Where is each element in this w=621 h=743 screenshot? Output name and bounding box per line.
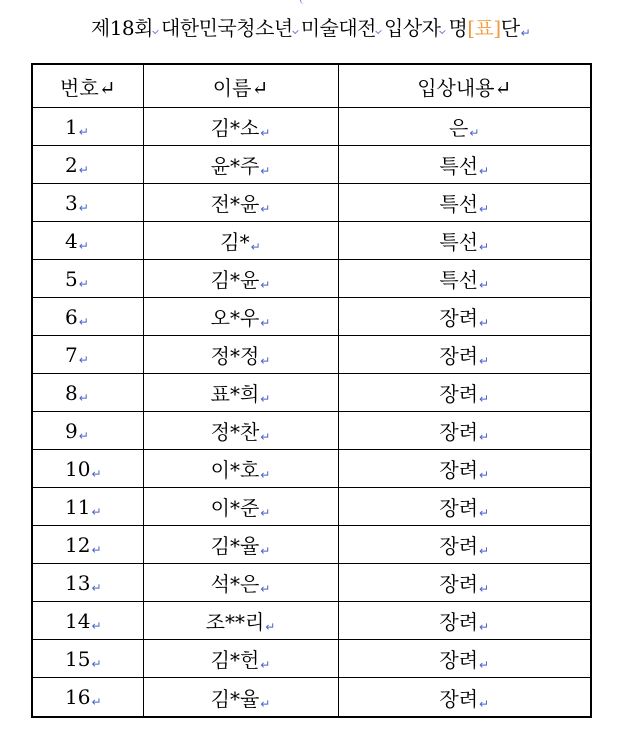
paragraph-mark: ↵	[91, 580, 102, 595]
header-number	[32, 64, 143, 108]
cell-name-text: 정*정	[210, 344, 260, 368]
paragraph-mark: ↵	[260, 658, 271, 672]
cell-name	[143, 450, 338, 488]
cell-award	[338, 450, 591, 488]
cell-number	[32, 184, 143, 222]
table-header-row	[32, 64, 591, 108]
header-award	[338, 64, 591, 108]
paragraph-mark: ↵	[260, 430, 271, 444]
cell-name	[143, 222, 338, 260]
table-row	[32, 374, 591, 412]
cell-name-text: 김*헌	[210, 648, 260, 672]
paragraph-mark: ↵	[78, 238, 89, 253]
paragraph-mark: ↵	[260, 354, 271, 368]
paragraph-mark: ↵	[91, 656, 102, 671]
cell-name-text: 정*찬	[210, 420, 260, 444]
paragraph-mark: ↵	[469, 126, 480, 140]
cell-number	[32, 260, 143, 298]
cell-name-text: 김*	[220, 230, 250, 254]
cell-number-text: 13	[65, 570, 91, 595]
paragraph-mark: ↵	[78, 124, 89, 139]
cell-number	[32, 146, 143, 184]
cell-award	[338, 564, 591, 602]
cell-name	[143, 412, 338, 450]
table-row	[32, 602, 591, 640]
title-suffix: 단	[500, 16, 520, 40]
cell-number-text: 15	[65, 646, 91, 671]
cell-award	[338, 526, 591, 564]
cell-award	[338, 222, 591, 260]
cell-number	[32, 526, 143, 564]
table-row	[32, 412, 591, 450]
cell-award-text: 장려	[439, 610, 479, 634]
paragraph-mark: ↵	[260, 202, 271, 216]
cell-number-text: 11	[65, 494, 91, 519]
cell-number	[32, 222, 143, 260]
paragraph-mark: ↵	[78, 428, 89, 443]
table-row	[32, 640, 591, 678]
header-name	[143, 64, 338, 108]
cell-number-text: 5	[65, 266, 78, 291]
paragraph-mark: ↵	[260, 392, 271, 406]
paragraph-mark: ↵	[251, 75, 269, 100]
cell-award	[338, 108, 591, 146]
title-bracket-field[interactable]: [표]	[467, 16, 501, 40]
table-row	[32, 488, 591, 526]
cell-name-text: 김*율	[210, 534, 260, 558]
paragraph-mark: ↵	[479, 354, 490, 368]
cell-name	[143, 526, 338, 564]
paragraph-mark: ↵	[260, 582, 271, 596]
cell-number-text: 2	[65, 152, 78, 177]
title-part-5: 명	[448, 16, 468, 40]
winners-table	[31, 63, 592, 718]
cell-name	[143, 260, 338, 298]
cell-award	[338, 412, 591, 450]
cell-award-text: 장려	[439, 496, 479, 520]
cell-name-text: 오*우	[210, 306, 260, 330]
cell-number-text: 3	[65, 190, 78, 215]
paragraph-mark: ↵	[479, 202, 490, 216]
paragraph-mark: ↵	[479, 658, 490, 672]
paragraph-mark: ↵	[479, 240, 490, 254]
cell-name	[143, 602, 338, 640]
paragraph-mark: ↵	[479, 430, 490, 444]
cell-award-text: 특선	[439, 230, 479, 254]
cell-award	[338, 678, 591, 718]
cell-number	[32, 640, 143, 678]
cell-name	[143, 374, 338, 412]
paragraph-mark: ↵	[91, 695, 102, 709]
cell-award-text: 장려	[439, 572, 479, 596]
paragraph-mark: ↵	[91, 618, 102, 633]
paragraph-mark: ↵	[479, 164, 490, 178]
cell-name	[143, 184, 338, 222]
cell-award-text: 장려	[439, 534, 479, 558]
cell-number-text: 4	[65, 228, 78, 253]
cell-number-text: 7	[65, 342, 78, 367]
paragraph-mark: ↵	[78, 162, 89, 177]
paragraph-mark: ↵	[78, 352, 89, 367]
paragraph-mark: ↵	[91, 466, 102, 481]
cell-award-text: 특선	[439, 154, 479, 178]
paragraph-mark: ↵	[479, 278, 490, 292]
cell-number	[32, 564, 143, 602]
table-row	[32, 336, 591, 374]
paragraph-mark: ↵	[78, 200, 89, 215]
table-row	[32, 526, 591, 564]
cell-name	[143, 640, 338, 678]
header-number-label: 번호	[60, 75, 99, 100]
cell-number	[32, 336, 143, 374]
paragraph-mark: ↵	[520, 26, 531, 40]
cell-award-text: 특선	[439, 192, 479, 216]
paragraph-mark: ↵	[479, 392, 490, 406]
cell-name	[143, 146, 338, 184]
cell-number	[32, 450, 143, 488]
cell-award	[338, 146, 591, 184]
paragraph-mark: ↵	[78, 314, 89, 329]
cell-name-text: 석*은	[210, 572, 260, 596]
paragraph-mark: ↵	[260, 544, 271, 558]
cell-award-text: 장려	[439, 382, 479, 406]
cell-award-text: 특선	[439, 268, 479, 292]
cell-name-text: 전*윤	[210, 192, 260, 216]
table-row	[32, 298, 591, 336]
cell-number-text: 12	[65, 532, 91, 557]
cell-number-text: 8	[65, 380, 78, 405]
page-title	[0, 12, 621, 41]
cell-award-text: 장려	[439, 686, 479, 711]
cell-name-text: 김*율	[210, 686, 260, 711]
cell-award	[338, 336, 591, 374]
title-part-3: 미술대전	[300, 16, 376, 40]
cell-name	[143, 564, 338, 602]
cell-award	[338, 374, 591, 412]
cell-name-text: 윤*주	[210, 154, 260, 178]
cell-award	[338, 640, 591, 678]
cell-number-text: 16	[65, 685, 91, 709]
paragraph-mark: ↵	[260, 316, 271, 330]
cell-award-text: 장려	[439, 648, 479, 672]
table-row	[32, 564, 591, 602]
cell-name-text: 조**리	[205, 610, 265, 634]
cell-name	[143, 488, 338, 526]
cell-number-text: 1	[65, 114, 78, 139]
paragraph-mark: ↵	[479, 544, 490, 558]
header-name-label: 이름	[212, 75, 252, 100]
header-award-label: 입상내용	[417, 75, 495, 100]
paragraph-mark: ↵	[260, 696, 271, 711]
paragraph-mark: ↵	[91, 504, 102, 519]
cell-number	[32, 108, 143, 146]
cursor-mark	[300, 0, 307, 4]
cell-award-text: 장려	[439, 306, 479, 330]
cell-name-text: 이*준	[210, 496, 260, 520]
cell-number-text: 6	[65, 304, 78, 329]
cell-name	[143, 336, 338, 374]
table-body	[32, 108, 591, 718]
table-row	[32, 678, 591, 718]
cell-award	[338, 260, 591, 298]
cell-name-text: 김*소	[210, 116, 260, 140]
paragraph-mark: ↵	[250, 240, 261, 254]
table-row	[32, 450, 591, 488]
cell-number-text: 9	[65, 418, 78, 443]
cell-award	[338, 184, 591, 222]
title-part-4: 입상자	[384, 16, 441, 40]
cell-number	[32, 602, 143, 640]
cell-number	[32, 678, 143, 718]
cell-number	[32, 488, 143, 526]
cell-award-text: 장려	[439, 344, 479, 368]
cell-award-text: 장려	[439, 420, 479, 444]
paragraph-mark: ↵	[479, 696, 490, 711]
cell-award	[338, 298, 591, 336]
cell-number-text: 10	[65, 456, 91, 481]
cell-award-text: 장려	[439, 458, 479, 482]
paragraph-mark: ↵	[78, 390, 89, 405]
paragraph-mark: ↵	[260, 126, 271, 140]
paragraph-mark: ↵	[479, 620, 490, 634]
cell-name	[143, 298, 338, 336]
cell-name-text: 표*희	[210, 382, 260, 406]
cell-name	[143, 108, 338, 146]
paragraph-mark: ↵	[91, 542, 102, 557]
paragraph-mark: ↵	[260, 164, 271, 178]
paragraph-mark: ↵	[260, 506, 271, 520]
cell-number	[32, 298, 143, 336]
paragraph-mark: ↵	[78, 276, 89, 291]
cell-award-text: 은	[449, 116, 469, 140]
paragraph-mark: ↵	[479, 468, 490, 482]
paragraph-mark: ↵	[479, 316, 490, 330]
cell-name-text: 김*윤	[210, 268, 260, 292]
paragraph-mark: ↵	[479, 506, 490, 520]
cell-number	[32, 374, 143, 412]
table-row	[32, 260, 591, 298]
paragraph-mark: ↵	[494, 75, 512, 100]
table-row	[32, 146, 591, 184]
title-part-1: 제18회	[90, 16, 153, 40]
table-row	[32, 184, 591, 222]
cell-name-text: 이*호	[210, 458, 260, 482]
cell-award	[338, 488, 591, 526]
cell-award	[338, 602, 591, 640]
table-row	[32, 222, 591, 260]
cell-number-text: 14	[65, 608, 91, 633]
paragraph-mark: ↵	[260, 278, 271, 292]
table-row	[32, 108, 591, 146]
cell-number	[32, 412, 143, 450]
cell-name	[143, 678, 338, 718]
paragraph-mark: ↵	[265, 620, 276, 634]
title-part-2: 대한민국청소년	[160, 16, 293, 40]
paragraph-mark: ↵	[479, 582, 490, 596]
paragraph-mark: ↵	[98, 75, 116, 100]
paragraph-mark: ↵	[260, 468, 271, 482]
